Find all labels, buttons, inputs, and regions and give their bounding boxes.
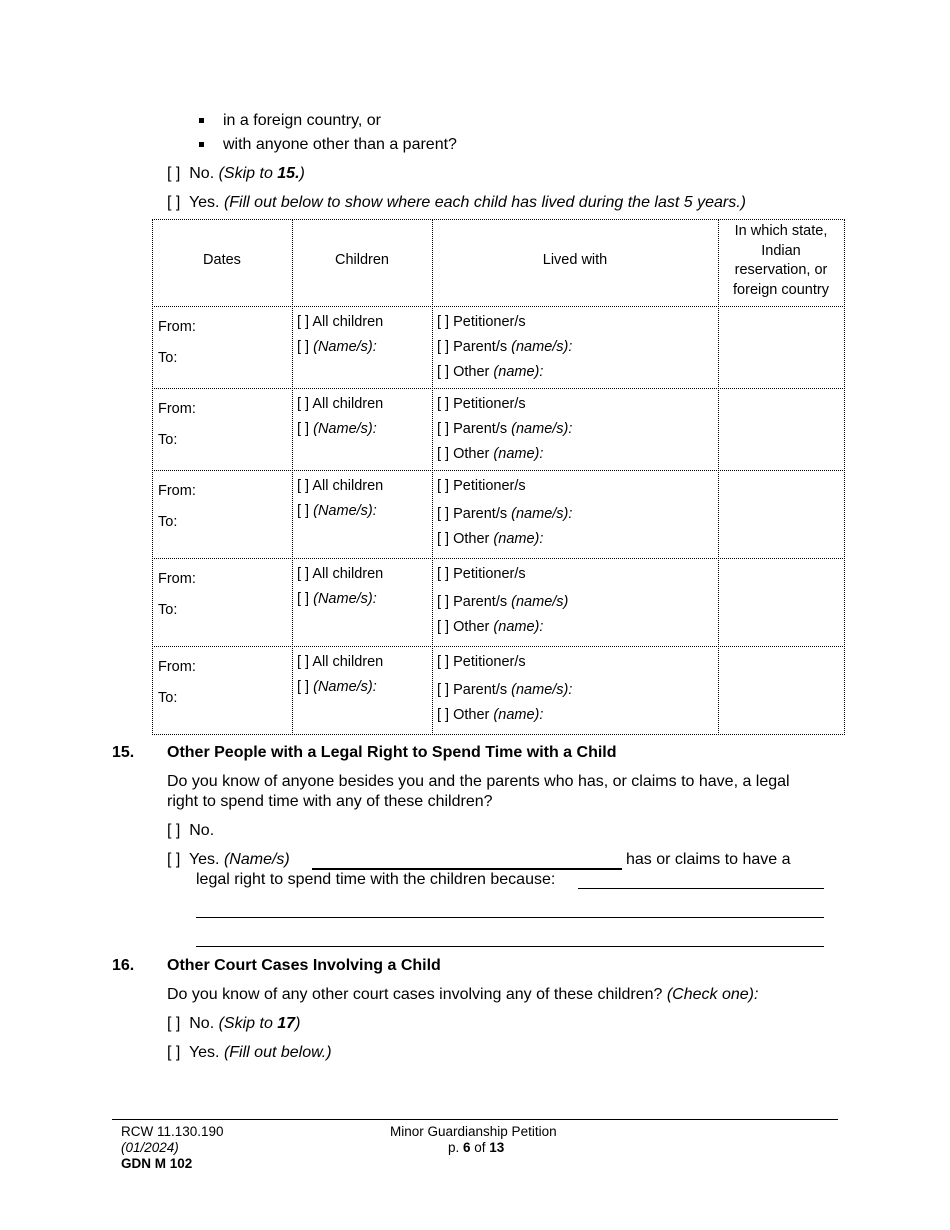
names-option[interactable]: [ ] (Name/s): [297, 679, 377, 695]
row-to-label: To: [158, 350, 178, 366]
checkbox[interactable]: [ ] [167, 1015, 181, 1032]
other-option[interactable]: [ ] Other (name): [437, 364, 544, 380]
header-children: Children [335, 252, 389, 268]
footer-page: p. 6 of 13 [448, 1140, 505, 1155]
row-from-label: From: [158, 319, 196, 335]
residence-table [152, 219, 845, 735]
intro-yes-option[interactable]: [ ] Yes. (Fill out below to show where each child has lived during the last 5 years.) [167, 194, 746, 211]
s16-yes-option[interactable]: [ ] Yes. (Fill out below.) [167, 1044, 332, 1061]
petitioner-option[interactable]: [ ] Petitioner/s [437, 654, 526, 670]
reason-blank-line[interactable] [196, 946, 824, 947]
names-option[interactable]: [ ] (Name/s): [297, 421, 377, 437]
row-from-label: From: [158, 483, 196, 499]
header-dates: Dates [203, 252, 241, 268]
bullet-icon [199, 142, 204, 147]
checkbox[interactable]: [ ] [167, 851, 181, 868]
row-from-label: From: [158, 659, 196, 675]
row-to-label: To: [158, 514, 178, 530]
s15-yes-option[interactable]: [ ] Yes. (Name/s) [167, 851, 290, 868]
header-lived-with: Lived with [542, 252, 608, 268]
row-to-label: To: [158, 432, 178, 448]
parent-option[interactable]: [ ] Parent/s (name/s): [437, 682, 573, 698]
other-option[interactable]: [ ] Other (name): [437, 619, 544, 635]
parent-option[interactable]: [ ] Parent/s (name/s) [437, 594, 569, 610]
names-option[interactable]: [ ] (Name/s): [297, 339, 377, 355]
footer-rcw: RCW 11.130.190 [121, 1124, 224, 1139]
other-option[interactable]: [ ] Other (name): [437, 531, 544, 547]
row-to-label: To: [158, 602, 178, 618]
section-16-title: Other Court Cases Involving a Child [167, 957, 441, 974]
footer-title: Minor Guardianship Petition [390, 1124, 557, 1139]
row-from-label: From: [158, 401, 196, 417]
name-blank-line[interactable] [312, 868, 622, 870]
names-option[interactable]: [ ] (Name/s): [297, 503, 377, 519]
parent-option[interactable]: [ ] Parent/s (name/s): [437, 506, 573, 522]
row-to-label: To: [158, 690, 178, 706]
checkbox[interactable]: [ ] [167, 165, 181, 182]
checkbox[interactable]: [ ] [167, 1044, 181, 1061]
section-15-title: Other People with a Legal Right to Spend Time with a Child [167, 744, 617, 761]
section-15-question-line2: right to spend time with any of these children? [167, 793, 493, 810]
footer-date: (01/2024) [121, 1140, 179, 1155]
all-children-option[interactable]: [ ] All children [297, 654, 384, 670]
footer-rule [112, 1119, 838, 1120]
bullet-text-foreign: in a foreign country, or [223, 112, 382, 129]
section-16-question: Do you know of any other court cases involving any of these children? (Check one): [167, 986, 759, 1003]
section-15-question-line1: Do you know of anyone besides you and the parents who has, or claims to have, a legal [167, 773, 790, 790]
intro-no-option[interactable]: [ ] No. (Skip to 15.) [167, 165, 305, 182]
reason-blank-line[interactable] [196, 917, 824, 918]
footer-form-id: GDN M 102 [121, 1156, 193, 1171]
bullet-text-other: with anyone other than a parent? [223, 136, 457, 153]
s15-yes-after: has or claims to have a [626, 851, 791, 868]
s16-no-option[interactable]: [ ] No. (Skip to 17) [167, 1015, 301, 1032]
all-children-option[interactable]: [ ] All children [297, 314, 384, 330]
parent-option[interactable]: [ ] Parent/s (name/s): [437, 339, 573, 355]
other-option[interactable]: [ ] Other (name): [437, 707, 544, 723]
names-option[interactable]: [ ] (Name/s): [297, 591, 377, 607]
section-15-number: 15. [112, 744, 135, 761]
all-children-option[interactable]: [ ] All children [297, 396, 384, 412]
row-from-label: From: [158, 571, 196, 587]
checkbox[interactable]: [ ] [167, 822, 181, 839]
petitioner-option[interactable]: [ ] Petitioner/s [437, 566, 526, 582]
petitioner-option[interactable]: [ ] Petitioner/s [437, 314, 526, 330]
bullet-icon [199, 118, 204, 123]
reason-blank-line[interactable] [578, 888, 824, 889]
petitioner-option[interactable]: [ ] Petitioner/s [437, 396, 526, 412]
all-children-option[interactable]: [ ] All children [297, 478, 384, 494]
s15-yes-line2: legal right to spend time with the children because: [196, 871, 556, 888]
header-location: In which state, Indian reservation, or foreign country [733, 223, 829, 298]
petitioner-option[interactable]: [ ] Petitioner/s [437, 478, 526, 494]
checkbox[interactable]: [ ] [167, 194, 181, 211]
other-option[interactable]: [ ] Other (name): [437, 446, 544, 462]
parent-option[interactable]: [ ] Parent/s (name/s): [437, 421, 573, 437]
s15-no-option[interactable]: [ ] No. [167, 822, 215, 839]
all-children-option[interactable]: [ ] All children [297, 566, 384, 582]
section-16-number: 16. [112, 957, 135, 974]
